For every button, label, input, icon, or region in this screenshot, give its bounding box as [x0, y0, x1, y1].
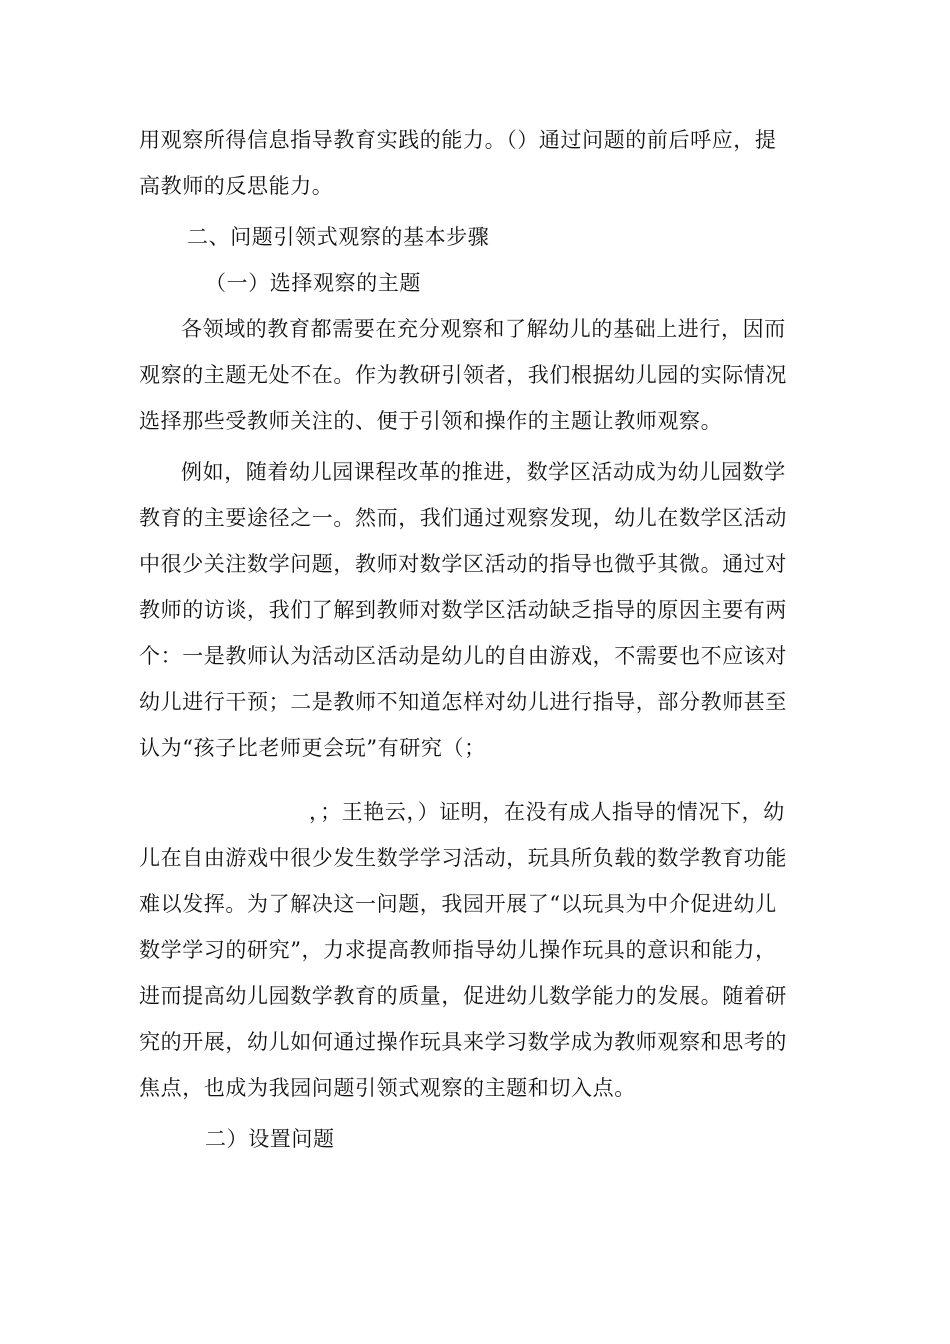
text-line: 高教师的反思能力。	[139, 174, 334, 198]
subsection-heading: （一）选择观察的主题	[205, 271, 421, 295]
text-line: 中很少关注数学问题，教师对数学区活动的指导也微乎其微。通过对	[139, 552, 787, 576]
text-line: 进而提高幼儿园数学教育的质量，促进幼儿数学能力的发展。随着研	[139, 984, 787, 1008]
text-line: 焦点，也成为我园问题引领式观察的主题和切入点。	[139, 1076, 636, 1100]
text-line: 用观察所得信息指导教育实践的能力。（）通过问题的前后呼应，提	[139, 128, 777, 152]
section-heading: 二、问题引领式观察的基本步骤	[187, 225, 490, 249]
text-line: 认为“孩子比老师更会玩”有研究（；	[139, 736, 486, 760]
text-line: 数学学习的研究”，力求提高教师指导幼儿操作玩具的意识和能力，	[139, 938, 777, 962]
document-body	[139, 117, 819, 1162]
text-line: 例如，随着幼儿园课程改革的推进，数学区活动成为幼儿园数学	[181, 460, 786, 484]
subsection-heading: 二）设置问题	[205, 1127, 335, 1151]
text-line: 教育的主要途径之一。然而，我们通过观察发现，幼儿在数学区活动	[139, 506, 787, 530]
text-line: 选择那些受教师关注的、便于引领和操作的主题让教师观察。	[139, 409, 723, 433]
text-line: 幼儿进行干预；二是教师不知道怎样对幼儿进行指导，部分教师甚至	[139, 690, 787, 714]
text-line: ，；王艳云，）证明，在没有成人指导的情况下，幼	[309, 800, 785, 824]
text-line: 教师的访谈，我们了解到教师对数学区活动缺乏指导的原因主要有两	[139, 598, 787, 622]
text-line: 难以发挥。为了解决这一问题，我园开展了“以玩具为中介促进幼儿	[139, 892, 777, 916]
text-line: 究的开展，幼儿如何通过操作玩具来学习数学成为教师观察和思考的	[139, 1030, 787, 1054]
text-line: 各领域的教育都需要在充分观察和了解幼儿的基础上进行，因而	[181, 317, 786, 341]
text-line: 观察的主题无处不在。作为教研引领者，我们根据幼儿园的实际情况	[139, 363, 787, 387]
text-line: 儿在自由游戏中很少发生数学学习活动，玩具所负载的数学教育功能	[139, 846, 787, 870]
text-line: 个：一是教师认为活动区活动是幼儿的自由游戏，不需要也不应该对	[139, 644, 787, 668]
